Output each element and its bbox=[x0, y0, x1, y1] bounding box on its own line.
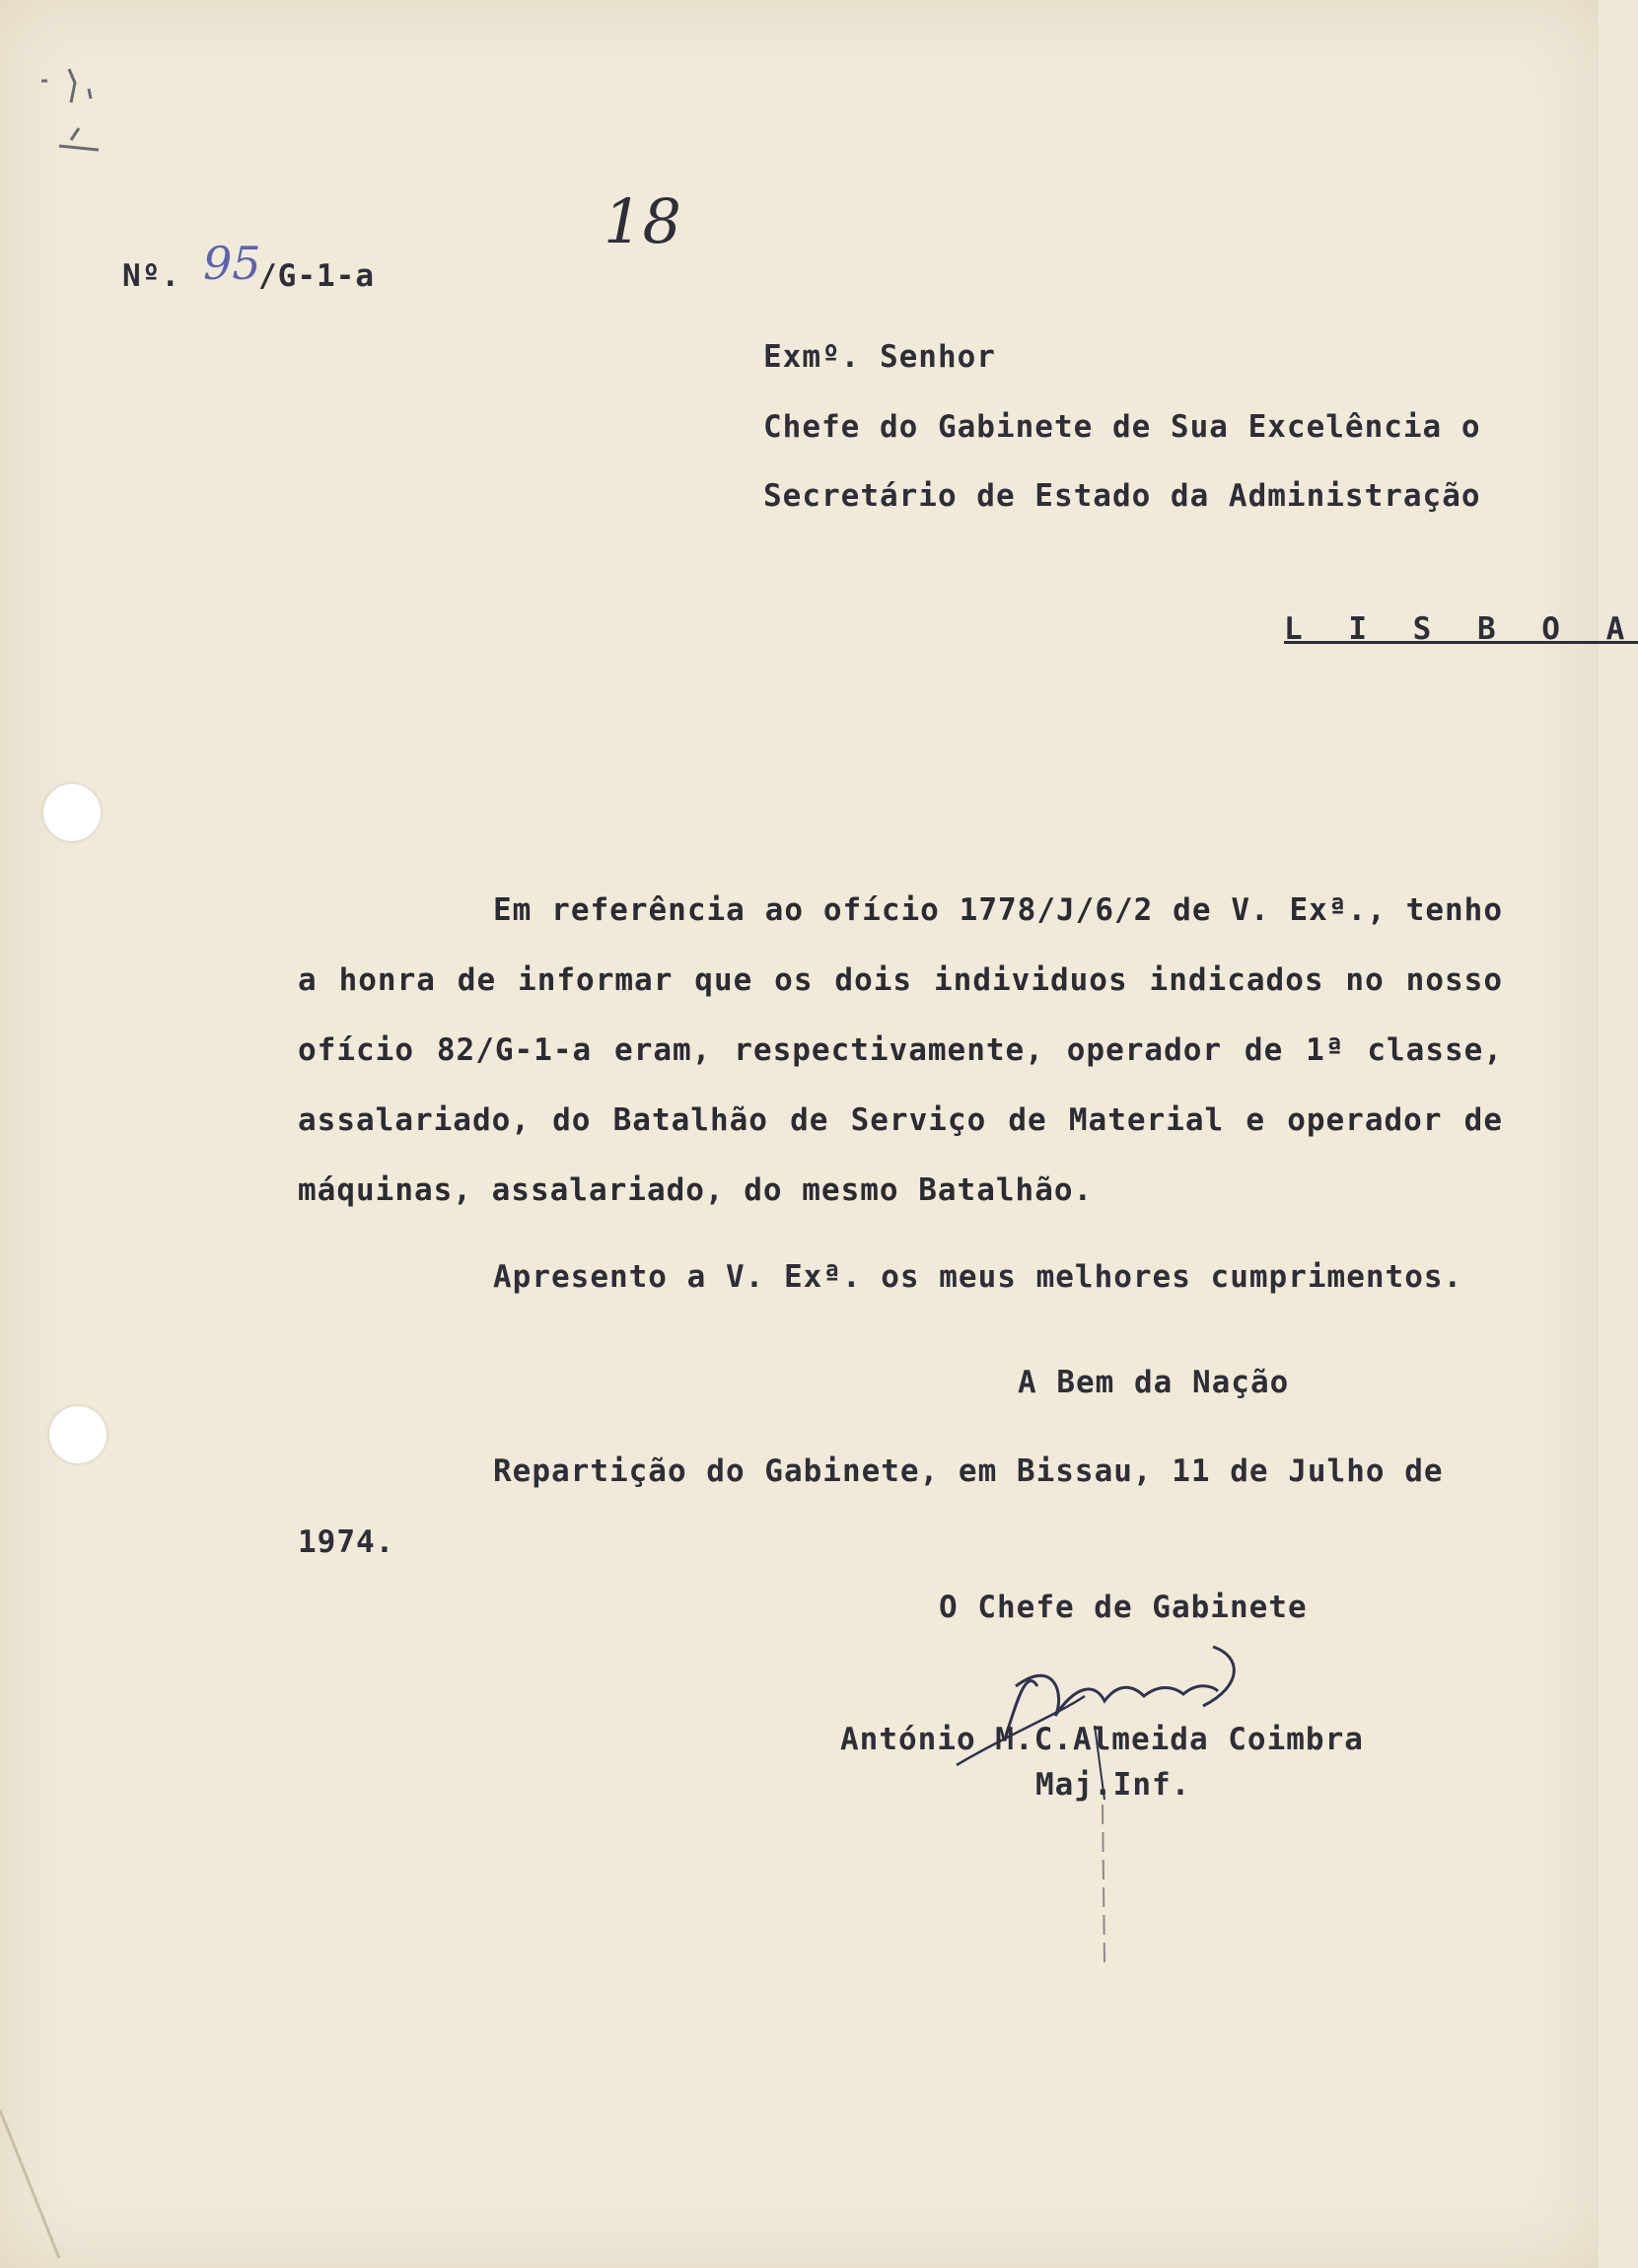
body-line-2: a honra de informar que os dois individuos indicados no nosso bbox=[298, 962, 1503, 998]
reference-number-handwritten: 95 bbox=[203, 237, 261, 290]
body-line-3: ofício 82/G-1-a eram, respectivamente, operador de 1ª classe, bbox=[298, 1032, 1503, 1068]
signatory-name: António M.C.Almeida Coimbra bbox=[840, 1722, 1364, 1757]
paper-fold-corner bbox=[0, 2110, 89, 2268]
body-paragraph-1 bbox=[298, 876, 1503, 1226]
punch-hole-top bbox=[43, 784, 101, 841]
place-date-line-2: 1974. bbox=[298, 1524, 395, 1560]
body-line-4: assalariado, do Batalhão de Serviço de Material e operador de bbox=[298, 1102, 1503, 1138]
addressee-salutation: Exmº. Senhor bbox=[763, 339, 996, 375]
handwritten-page-mark: 18 bbox=[604, 185, 681, 257]
place-date-line-1: Repartição do Gabinete, em Bissau, 11 de Julho de bbox=[493, 1453, 1444, 1489]
corner-marks bbox=[30, 59, 148, 168]
closing-motto: A Bem da Nação bbox=[1018, 1365, 1290, 1400]
addressee-city: L I S B O A bbox=[1284, 611, 1638, 647]
reference-suffix: /G-1-a bbox=[258, 258, 375, 294]
signatory-title: O Chefe de Gabinete bbox=[939, 1590, 1308, 1625]
punch-hole-bottom bbox=[49, 1406, 107, 1463]
body-line-1: Em referência ao ofício 1778/J/6/2 de V. Exª., tenho bbox=[493, 892, 1503, 928]
body-line-5: máquinas, assalariado, do mesmo Batalhão. bbox=[298, 1172, 1094, 1208]
addressee-line-1: Chefe do Gabinete de Sua Excelência o bbox=[763, 409, 1481, 445]
body-paragraph-2: Apresento a V. Exª. os meus melhores cumprimentos. bbox=[493, 1259, 1463, 1295]
reference-prefix: Nº. bbox=[122, 258, 180, 294]
addressee-line-2: Secretário de Estado da Administração bbox=[763, 478, 1481, 514]
signatory-rank: Maj.Inf. bbox=[1035, 1767, 1191, 1803]
faint-pen-stroke bbox=[1095, 1805, 1114, 1972]
